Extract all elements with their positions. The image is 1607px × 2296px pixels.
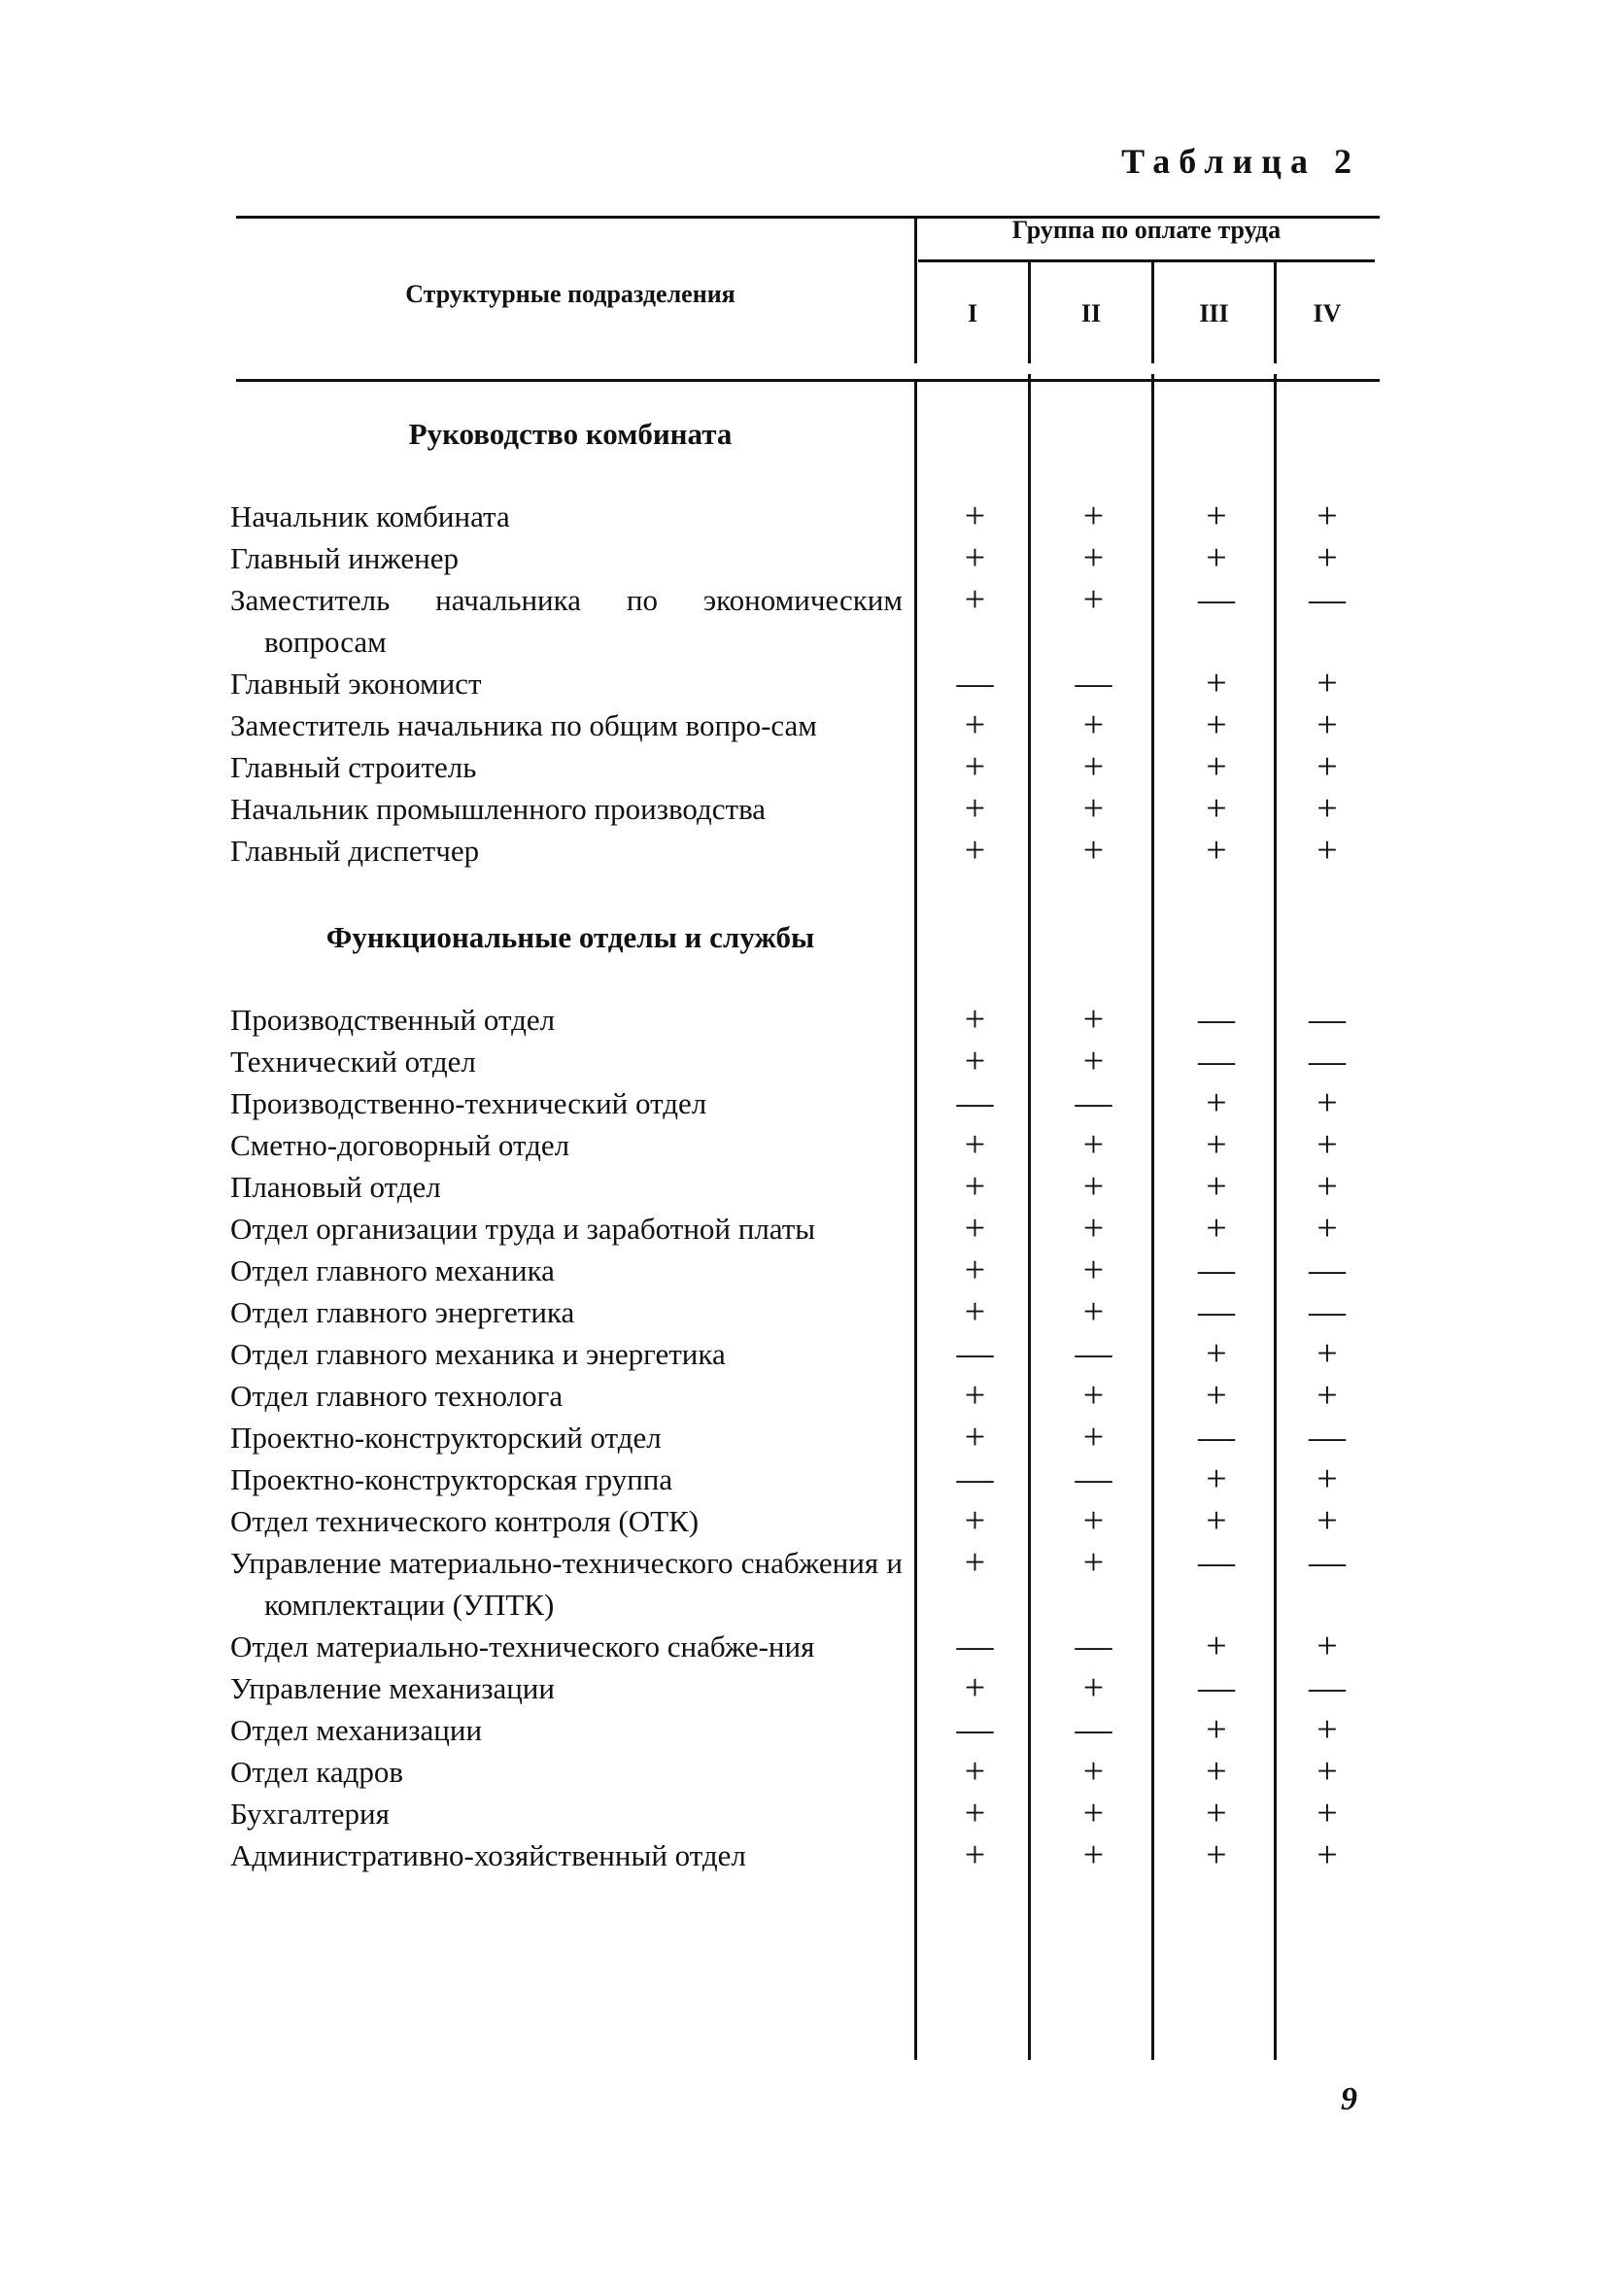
minus-sign: — bbox=[1075, 1458, 1112, 1499]
table-row bbox=[230, 1291, 1377, 1333]
plus-sign: + bbox=[964, 1124, 986, 1165]
table-row bbox=[230, 1124, 1377, 1166]
row-label: Главный диспетчер bbox=[230, 834, 480, 868]
minus-sign: — bbox=[1198, 579, 1235, 620]
table-row bbox=[230, 496, 1377, 537]
group-rule bbox=[918, 259, 1375, 262]
table-row bbox=[230, 1082, 1377, 1124]
table-row bbox=[230, 999, 1377, 1041]
minus-sign: — bbox=[1309, 999, 1346, 1040]
table-row bbox=[230, 1834, 1377, 1876]
table-row bbox=[230, 1458, 1377, 1500]
row-label: Отдел кадров bbox=[230, 1755, 404, 1789]
plus-sign: + bbox=[1082, 1375, 1105, 1416]
plus-sign: + bbox=[1082, 788, 1105, 829]
row-label: Производственный отдел bbox=[230, 1003, 556, 1037]
plus-sign: + bbox=[1082, 1250, 1105, 1290]
plus-sign: + bbox=[1082, 1417, 1105, 1457]
plus-sign: + bbox=[1082, 746, 1105, 787]
plus-sign: + bbox=[1082, 1751, 1105, 1792]
row-label: Начальник комбината bbox=[230, 499, 510, 533]
section-title: Руководство комбината bbox=[408, 417, 733, 451]
plus-sign: + bbox=[1316, 1375, 1338, 1416]
minus-sign: — bbox=[1198, 1041, 1235, 1081]
row-label: Проектно-конструкторская группа bbox=[230, 1462, 673, 1496]
row-label: Проектно-конструкторский отдел bbox=[230, 1421, 662, 1455]
plus-sign: + bbox=[1082, 579, 1105, 620]
row-label: Управление материально-технического снабжения и комплектации (УПТК) bbox=[230, 1546, 903, 1622]
minus-sign: — bbox=[956, 1458, 994, 1499]
plus-sign: + bbox=[1316, 1500, 1338, 1541]
plus-sign: + bbox=[964, 746, 986, 787]
row-label: Бухгалтерия bbox=[230, 1797, 390, 1831]
row-label: Отдел главного механика bbox=[230, 1253, 555, 1287]
plus-sign: + bbox=[1206, 788, 1227, 829]
plus-sign: + bbox=[1316, 1124, 1338, 1165]
plus-sign: + bbox=[1316, 1626, 1338, 1666]
row-label: Административно-хозяйственный отдел bbox=[230, 1838, 746, 1872]
column-divider bbox=[914, 216, 917, 363]
plus-sign: + bbox=[964, 1834, 986, 1875]
plus-sign: + bbox=[964, 579, 986, 620]
table-section bbox=[230, 916, 1377, 1876]
plus-sign: + bbox=[1316, 496, 1338, 536]
plus-sign: + bbox=[1082, 1542, 1105, 1583]
table-row bbox=[230, 1626, 1377, 1667]
row-label: Управление механизации bbox=[230, 1671, 555, 1705]
plus-sign: + bbox=[1206, 1834, 1227, 1875]
table-row bbox=[230, 1709, 1377, 1751]
table-title: Таблица 2 bbox=[1121, 142, 1360, 181]
plus-sign: + bbox=[1082, 1208, 1105, 1249]
plus-sign: + bbox=[1316, 1082, 1338, 1123]
group-header-I: I bbox=[967, 299, 978, 327]
group-header-III: III bbox=[1199, 299, 1229, 327]
table-row bbox=[230, 1208, 1377, 1250]
minus-sign: — bbox=[1075, 1709, 1112, 1750]
table-row bbox=[230, 788, 1377, 830]
group-header-IV: IV bbox=[1313, 299, 1342, 327]
row-label: Отдел механизации bbox=[230, 1713, 483, 1747]
plus-sign: + bbox=[964, 496, 986, 536]
minus-sign: — bbox=[1309, 1250, 1346, 1290]
minus-sign: — bbox=[1075, 1082, 1112, 1123]
structure-column-header: Структурные подразделения bbox=[405, 280, 735, 308]
minus-sign: — bbox=[1309, 1041, 1346, 1081]
plus-sign: + bbox=[1316, 1458, 1338, 1499]
plus-sign: + bbox=[1316, 746, 1338, 787]
plus-sign: + bbox=[964, 1208, 986, 1249]
plus-sign: + bbox=[1316, 1166, 1338, 1207]
plus-sign: + bbox=[1316, 830, 1338, 871]
minus-sign: — bbox=[1198, 1291, 1235, 1332]
plus-sign: + bbox=[1082, 1291, 1105, 1332]
plus-sign: + bbox=[1206, 1124, 1227, 1165]
plus-sign: + bbox=[1206, 1082, 1227, 1123]
plus-sign: + bbox=[1316, 537, 1338, 578]
plus-sign: + bbox=[1206, 1626, 1227, 1666]
plus-sign: + bbox=[1082, 1041, 1105, 1081]
plus-sign: + bbox=[1316, 663, 1338, 703]
table-row bbox=[230, 1250, 1377, 1291]
plus-sign: + bbox=[1316, 1333, 1338, 1374]
minus-sign: — bbox=[1198, 999, 1235, 1040]
row-label: Главный строитель bbox=[230, 750, 477, 784]
minus-sign: — bbox=[956, 1082, 994, 1123]
plus-sign: + bbox=[964, 1041, 986, 1081]
table-row bbox=[230, 1417, 1377, 1458]
table-row bbox=[230, 1333, 1377, 1375]
plus-sign: + bbox=[964, 1751, 986, 1792]
plus-sign: + bbox=[1206, 704, 1227, 745]
table-row bbox=[230, 579, 1377, 663]
minus-sign: — bbox=[1309, 1417, 1346, 1457]
row-label: Главный инженер bbox=[230, 541, 460, 575]
table-row bbox=[230, 1166, 1377, 1208]
row-label: Отдел главного энергетика bbox=[230, 1295, 575, 1329]
plus-sign: + bbox=[1316, 704, 1338, 745]
plus-sign: + bbox=[964, 830, 986, 871]
minus-sign: — bbox=[1075, 1333, 1112, 1374]
row-label: Отдел материально-технического снабже-ния bbox=[230, 1629, 815, 1663]
plus-sign: + bbox=[964, 1667, 986, 1708]
plus-sign: + bbox=[964, 1166, 986, 1207]
plus-sign: + bbox=[1206, 1208, 1227, 1249]
table-row bbox=[230, 1793, 1377, 1834]
plus-sign: + bbox=[964, 999, 986, 1040]
plus-sign: + bbox=[964, 1793, 986, 1833]
minus-sign: — bbox=[1309, 579, 1346, 620]
table-row bbox=[230, 1751, 1377, 1793]
minus-sign: — bbox=[1198, 1542, 1235, 1583]
plus-sign: + bbox=[1082, 1793, 1105, 1833]
plus-sign: + bbox=[1316, 1751, 1338, 1792]
plus-sign: + bbox=[964, 1375, 986, 1416]
plus-sign: + bbox=[964, 1417, 986, 1457]
minus-sign: — bbox=[1309, 1291, 1346, 1332]
plus-sign: + bbox=[1316, 1834, 1338, 1875]
plus-sign: + bbox=[1206, 1375, 1227, 1416]
plus-sign: + bbox=[1316, 1709, 1338, 1750]
plus-sign: + bbox=[964, 788, 986, 829]
plus-sign: + bbox=[1206, 1751, 1227, 1792]
table-row bbox=[230, 746, 1377, 788]
minus-sign: — bbox=[1198, 1667, 1235, 1708]
table-section bbox=[230, 413, 1377, 872]
minus-sign: — bbox=[1309, 1667, 1346, 1708]
plus-sign: + bbox=[1206, 1166, 1227, 1207]
row-label: Главный экономист bbox=[230, 667, 482, 701]
table-row bbox=[230, 1500, 1377, 1542]
plus-sign: + bbox=[1206, 663, 1227, 703]
section-title: Функциональные отделы и службы bbox=[325, 920, 815, 954]
minus-sign: — bbox=[1309, 1542, 1346, 1583]
plus-sign: + bbox=[1206, 496, 1227, 536]
row-label: Отдел главного механика и энергетика bbox=[230, 1337, 726, 1371]
minus-sign: — bbox=[1075, 1626, 1112, 1666]
table-row bbox=[230, 1667, 1377, 1709]
plus-sign: + bbox=[1206, 1500, 1227, 1541]
plus-sign: + bbox=[1316, 1208, 1338, 1249]
minus-sign: — bbox=[956, 663, 994, 703]
table-row bbox=[230, 1542, 1377, 1626]
minus-sign: — bbox=[956, 1709, 994, 1750]
plus-sign: + bbox=[1206, 1458, 1227, 1499]
minus-sign: — bbox=[1198, 1417, 1235, 1457]
plus-sign: + bbox=[964, 537, 986, 578]
row-label: Заместитель начальника по экономическим вопросам bbox=[230, 583, 903, 659]
plus-sign: + bbox=[1206, 1793, 1227, 1833]
plus-sign: + bbox=[964, 1542, 986, 1583]
row-label: Заместитель начальника по общим вопро-сам bbox=[230, 708, 817, 742]
plus-sign: + bbox=[1082, 496, 1105, 536]
group-header-II: II bbox=[1080, 299, 1102, 327]
minus-sign: — bbox=[1198, 1250, 1235, 1290]
table-row bbox=[230, 663, 1377, 704]
table-row bbox=[230, 704, 1377, 746]
row-label: Производственно-технический отдел bbox=[230, 1086, 707, 1120]
plus-sign: + bbox=[1082, 1124, 1105, 1165]
row-label: Отдел технического контроля (ОТК) bbox=[230, 1504, 700, 1538]
plus-sign: + bbox=[1316, 788, 1338, 829]
table-row bbox=[230, 830, 1377, 872]
plus-sign: + bbox=[964, 1500, 986, 1541]
plus-sign: + bbox=[964, 704, 986, 745]
row-label: Технический отдел bbox=[230, 1045, 476, 1079]
group-column-header: Группа по оплате труда bbox=[1011, 216, 1282, 244]
plus-sign: + bbox=[1082, 1500, 1105, 1541]
plus-sign: + bbox=[1082, 1667, 1105, 1708]
minus-sign: — bbox=[956, 1333, 994, 1374]
plus-sign: + bbox=[964, 1250, 986, 1290]
plus-sign: + bbox=[1082, 999, 1105, 1040]
table-row bbox=[230, 1375, 1377, 1417]
header-bottom-rule bbox=[236, 379, 1380, 382]
table-row bbox=[230, 537, 1377, 579]
page-number: 9 bbox=[1341, 2081, 1357, 2117]
row-label: Сметно-договорный отдел bbox=[230, 1128, 570, 1162]
row-label: Отдел организации труда и заработной платы bbox=[230, 1212, 816, 1246]
table-row bbox=[230, 1041, 1377, 1082]
table-body bbox=[230, 413, 1377, 1876]
plus-sign: + bbox=[1206, 746, 1227, 787]
row-label: Плановый отдел bbox=[230, 1170, 441, 1204]
minus-sign: — bbox=[1075, 663, 1112, 703]
minus-sign: — bbox=[956, 1626, 994, 1666]
plus-sign: + bbox=[1082, 537, 1105, 578]
plus-sign: + bbox=[1316, 1793, 1338, 1833]
plus-sign: + bbox=[1206, 537, 1227, 578]
plus-sign: + bbox=[1206, 830, 1227, 871]
plus-sign: + bbox=[1082, 704, 1105, 745]
row-label: Отдел главного технолога bbox=[230, 1379, 564, 1413]
plus-sign: + bbox=[1206, 1709, 1227, 1750]
plus-sign: + bbox=[1082, 830, 1105, 871]
plus-sign: + bbox=[1082, 1834, 1105, 1875]
plus-sign: + bbox=[1082, 1166, 1105, 1207]
plus-sign: + bbox=[964, 1291, 986, 1332]
row-label: Начальник промышленного производства bbox=[230, 792, 767, 826]
plus-sign: + bbox=[1206, 1333, 1227, 1374]
